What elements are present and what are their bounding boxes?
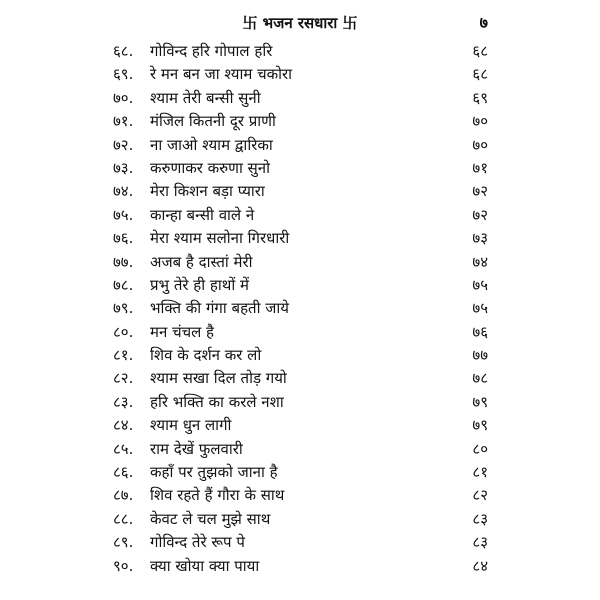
toc-entry: [0, 555, 600, 578]
toc-entry: [0, 508, 600, 531]
entry-title: मन चंचल है: [150, 322, 215, 341]
toc-entry: [0, 204, 600, 227]
entry-number: ७२.: [113, 135, 134, 154]
entry-page-number: ७१: [472, 158, 488, 177]
entry-number: ८२.: [113, 369, 134, 388]
entry-title: कान्हा बन्सी वाले ने: [150, 205, 255, 224]
toc-entry: [0, 461, 600, 484]
entry-number: ८६.: [113, 463, 134, 482]
entry-title: शिव रहते हैं गौरा के साथ: [150, 486, 285, 505]
toc-entry: [0, 251, 600, 274]
entry-title: श्याम धुन लागी: [150, 416, 232, 435]
entry-title: अजब है दास्तां मेरी: [150, 252, 253, 271]
entry-number: ७३.: [113, 158, 134, 177]
entry-title: मंजिल कितनी दूर प्राणी: [150, 112, 276, 131]
entry-title: प्रभु तेरे ही हाथों में: [150, 275, 249, 294]
entry-title: मेरा श्याम सलोना गिरधारी: [150, 229, 290, 248]
toc-entry: [0, 414, 600, 437]
entry-title: राम देखें फुलवारी: [150, 439, 243, 458]
entry-title: शिव के दर्शन कर लो: [150, 346, 262, 365]
toc-entry: [0, 344, 600, 367]
entry-page-number: ७०: [472, 135, 488, 154]
entry-page-number: ७३: [472, 229, 488, 248]
toc-entry: [0, 227, 600, 250]
entry-title: गोविन्द हरि गोपाल हरि: [150, 42, 273, 60]
entry-page-number: ६८: [472, 65, 488, 84]
entry-page-number: ७४: [472, 252, 488, 271]
entry-title: मेरा किशन बड़ा प्यारा: [150, 182, 265, 201]
entry-title: ना जाओ श्याम द्वारिका: [150, 135, 273, 154]
entry-title: हरि भक्ति का करले नशा: [150, 392, 284, 411]
entry-page-number: ७५: [472, 299, 488, 318]
entry-page-number: ७०: [472, 112, 488, 131]
entry-title: करुणाकर करुणा सुनो: [150, 158, 270, 177]
entry-page-number: ७९: [472, 392, 488, 411]
entry-number: ८८.: [113, 509, 134, 528]
table-of-contents: [0, 40, 600, 578]
entry-number: ८७.: [113, 486, 134, 505]
toc-entry: [0, 157, 600, 180]
toc-entry: [0, 484, 600, 507]
entry-title: केवट ले चल मुझे साथ: [150, 509, 271, 528]
entry-page-number: ७८: [472, 369, 488, 388]
toc-entry: [0, 321, 600, 344]
entry-number: ७७.: [113, 252, 134, 271]
entry-title: रे मन बन जा श्याम चकोरा: [150, 65, 293, 84]
entry-title: भक्ति की गंगा बहती जाये: [150, 299, 289, 318]
toc-entry: [0, 297, 600, 320]
entry-page-number: ८२: [472, 486, 488, 505]
entry-page-number: ८३: [472, 509, 488, 528]
toc-entry: [0, 531, 600, 554]
entry-number: ७६.: [113, 229, 134, 248]
entry-page-number: ८१: [472, 463, 488, 482]
entry-page-number: ७२: [472, 205, 488, 224]
toc-entry: [0, 367, 600, 390]
toc-entry: [0, 63, 600, 86]
entry-title: क्या खोया क्या पाया: [150, 556, 260, 575]
toc-entry: [0, 110, 600, 133]
entry-page-number: ८३: [472, 533, 488, 552]
entry-page-number: ७५: [472, 275, 488, 294]
entry-number: ८५.: [113, 439, 134, 458]
entry-page-number: ७६: [472, 322, 488, 341]
entry-title: कहाँ पर तुझको जाना है: [150, 463, 278, 482]
entry-number: ८०.: [113, 322, 134, 341]
entry-page-number: ६९: [472, 88, 488, 107]
entry-page-number: ८०: [472, 439, 488, 458]
toc-entry: [0, 180, 600, 203]
entry-number: ९०.: [113, 556, 134, 575]
entry-number: ७५.: [113, 205, 134, 224]
toc-entry: [0, 438, 600, 461]
entry-number: ८४.: [113, 416, 134, 435]
toc-entry: [0, 274, 600, 297]
toc-entry: [0, 87, 600, 110]
book-title: 卐 भजन रसधारा 卐: [242, 14, 358, 32]
entry-number: ७८.: [113, 275, 134, 294]
entry-page-number: ७९: [472, 416, 488, 435]
entry-number: ७०.: [113, 88, 134, 107]
entry-number: ८९.: [113, 533, 134, 552]
entry-number: ८१.: [113, 346, 134, 365]
entry-title: गोविन्द तेरे रूप पे: [150, 533, 245, 552]
entry-title: श्याम तेरी बन्सी सुनी: [150, 88, 261, 107]
entry-number: ८३.: [113, 392, 134, 411]
entry-page-number: ७२: [472, 182, 488, 201]
entry-number: ७९.: [113, 299, 134, 318]
page-header: [0, 11, 600, 35]
entry-page-number: ६८: [472, 42, 488, 60]
entry-title: श्याम सखा दिल तोड़ गयो: [150, 369, 287, 388]
toc-entry: [0, 391, 600, 414]
toc-entry: [0, 40, 600, 63]
page-number: ७: [479, 13, 488, 32]
entry-number: ७४.: [113, 182, 134, 201]
entry-number: ७१.: [113, 112, 134, 131]
entry-page-number: ७७: [472, 346, 488, 365]
toc-entry: [0, 134, 600, 157]
entry-page-number: ८४: [472, 556, 488, 575]
entry-number: ६९.: [113, 65, 134, 84]
entry-number: ६८.: [113, 42, 134, 60]
